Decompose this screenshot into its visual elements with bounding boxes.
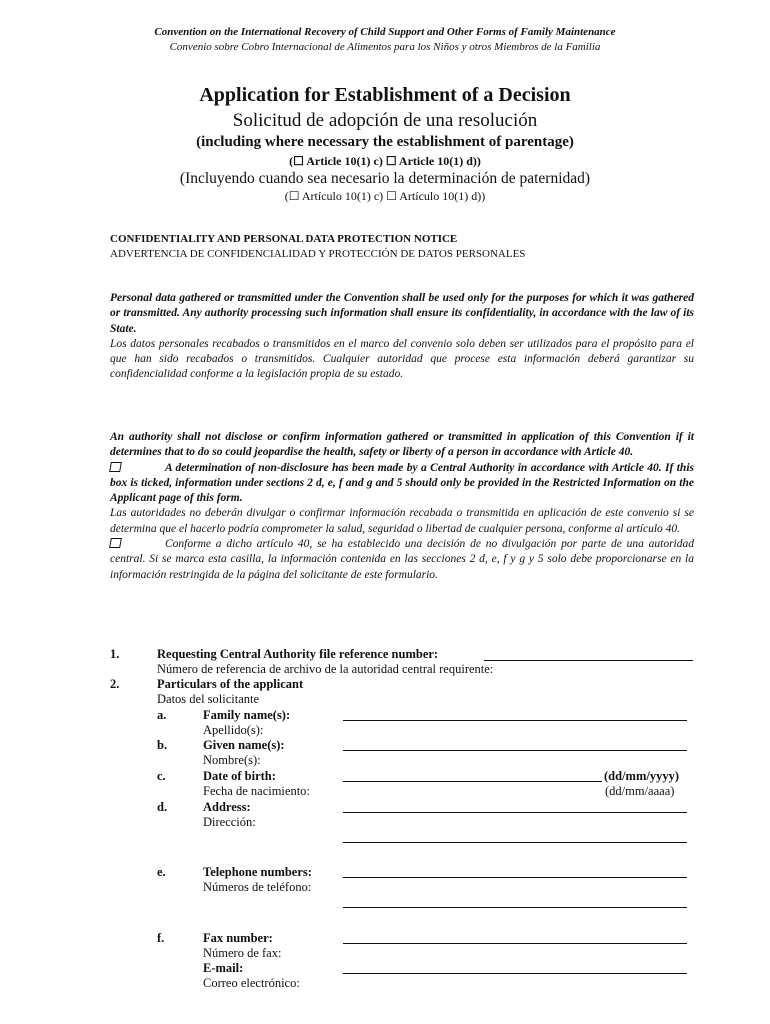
file-reference-field[interactable]: [484, 660, 693, 661]
telephone-label-en: Telephone numbers:: [203, 865, 312, 879]
section-2-label-es: Datos del solicitante: [157, 692, 260, 706]
field-d-letter: d.: [157, 800, 168, 814]
field-a-letter: a.: [157, 708, 167, 722]
notice-p2-es: Las autoridades no deberán divulgar o confirmar información recabada o transmitida en aplicación de este convenio si se determina que el hacerlo podría comprometer la salud, seguridad o libertad de cualquier persona, conforme al artículo 40.: [110, 507, 694, 535]
notice-p2-box-en: A determination of non-disclosure has been made by a Central Authority in accordance with Article 40. If this box is ticked, information under sections 2 d, e, f and g and 5 should only be provided in the Restricted Information on the Applicant page of this form.: [110, 461, 694, 505]
date-of-birth-label-en: Date of birth:: [203, 769, 276, 783]
section-1-label-en: Requesting Central Authority file reference number:: [157, 647, 439, 661]
section-2-number: 2.: [110, 677, 120, 691]
non-disclosure-checkbox-es[interactable]: [109, 538, 122, 548]
family-name-field[interactable]: [343, 720, 687, 721]
fax-label-es: Número de fax:: [203, 946, 282, 960]
notice-p2-box-es: Conforme a dicho artículo 40, se ha establecido una decisión de no divulgación por parte de una autoridad central. Si se marca esta casilla, la información contenida en las secciones 2 d, e, f y g y 5 solo debe proporcionarse en la información restringida de la página del solicitante de este formulario.: [110, 538, 694, 581]
non-disclosure-checkbox-en[interactable]: [109, 462, 122, 472]
telephone-label-es: Números de teléfono:: [203, 880, 312, 894]
telephone-field-line-1[interactable]: [343, 877, 687, 878]
date-format-es: (dd/mm/aaaa): [605, 784, 675, 798]
address-field-line-2[interactable]: [343, 842, 687, 843]
section-1-number: 1.: [110, 647, 120, 661]
given-name-label-es: Nombre(s):: [203, 753, 261, 767]
field-f-letter: f.: [157, 931, 165, 945]
family-name-label-es: Apellido(s):: [203, 723, 264, 737]
notice-paragraph-1: [110, 291, 694, 383]
telephone-field-line-2[interactable]: [343, 907, 687, 908]
date-of-birth-field[interactable]: [343, 781, 602, 782]
email-label-es: Correo electrónico:: [203, 976, 300, 990]
date-format-en: (dd/mm/yyyy): [604, 769, 679, 783]
section-2-label-en: Particulars of the applicant: [157, 677, 304, 691]
article-checkboxes-es[interactable]: (☐ Artículo 10(1) c) ☐ Artículo 10(1) d)): [284, 189, 486, 203]
convention-title-en: Convention on the International Recovery of Child Support and Other Forms of Family Maintenance: [154, 26, 616, 38]
fax-field[interactable]: [343, 943, 687, 944]
form-subtitle-es: (Incluyendo cuando sea necesario la determinación de paternidad): [179, 170, 591, 187]
address-label-es: Dirección:: [203, 815, 256, 829]
notice-p1-es: Los datos personales recabados o transmitidos en el marco del convenio solo deben ser utilizados para el propósito para el que han sido recabados o transmitidos. Cualquier autoridad que procese esta información deberá garantizar su confidencialidad conforme a la legislación propia de su estado.: [110, 337, 694, 381]
fax-label-en: Fax number:: [203, 931, 273, 945]
notice-p1-en: Personal data gathered or transmitted under the Convention shall be used only for the purposes for which it was gathered or transmitted. Any authority processing such information shall ensure its confidentiality, in accordance with the law of its State.: [110, 292, 694, 335]
email-label-en: E-mail:: [203, 961, 244, 975]
field-c-letter: c.: [157, 769, 166, 783]
given-name-field[interactable]: [343, 750, 687, 751]
section-1-label-es: Número de referencia de archivo de la autoridad central requirente:: [157, 662, 494, 676]
convention-title-es: Convenio sobre Cobro Internacional de Alimentos para los Niños y otros Miembros de la Familia: [169, 41, 601, 53]
field-b-letter: b.: [157, 738, 168, 752]
family-name-label-en: Family name(s):: [203, 708, 291, 722]
given-name-label-en: Given name(s):: [203, 738, 285, 752]
form-subtitle-en: (including where necessary the establishment of parentage): [196, 134, 574, 150]
notice-heading-en: CONFIDENTIALITY AND PERSONAL DATA PROTECTION NOTICE: [110, 233, 458, 245]
form-title-en: Application for Establishment of a Decision: [199, 84, 571, 106]
address-field-line-1[interactable]: [343, 812, 687, 813]
email-field[interactable]: [343, 973, 687, 974]
article-checkboxes-en[interactable]: (☐ Article 10(1) c) ☐ Article 10(1) d)): [289, 154, 481, 168]
notice-heading-es: ADVERTENCIA DE CONFIDENCIALIDAD Y PROTECCIÓN DE DATOS PERSONALES: [110, 248, 526, 260]
notice-paragraph-2: [110, 430, 694, 583]
date-of-birth-label-es: Fecha de nacimiento:: [203, 784, 310, 798]
address-label-en: Address:: [203, 800, 251, 814]
field-e-letter: e.: [157, 865, 166, 879]
notice-p2-en: An authority shall not disclose or confirm information gathered or transmitted in application of this Convention if it determines that to do so could jeopardise the health, safety or liberty of a person in accordance with Article 40.: [110, 431, 694, 459]
form-title-es: Solicitud de adopción de una resolución: [232, 110, 538, 131]
